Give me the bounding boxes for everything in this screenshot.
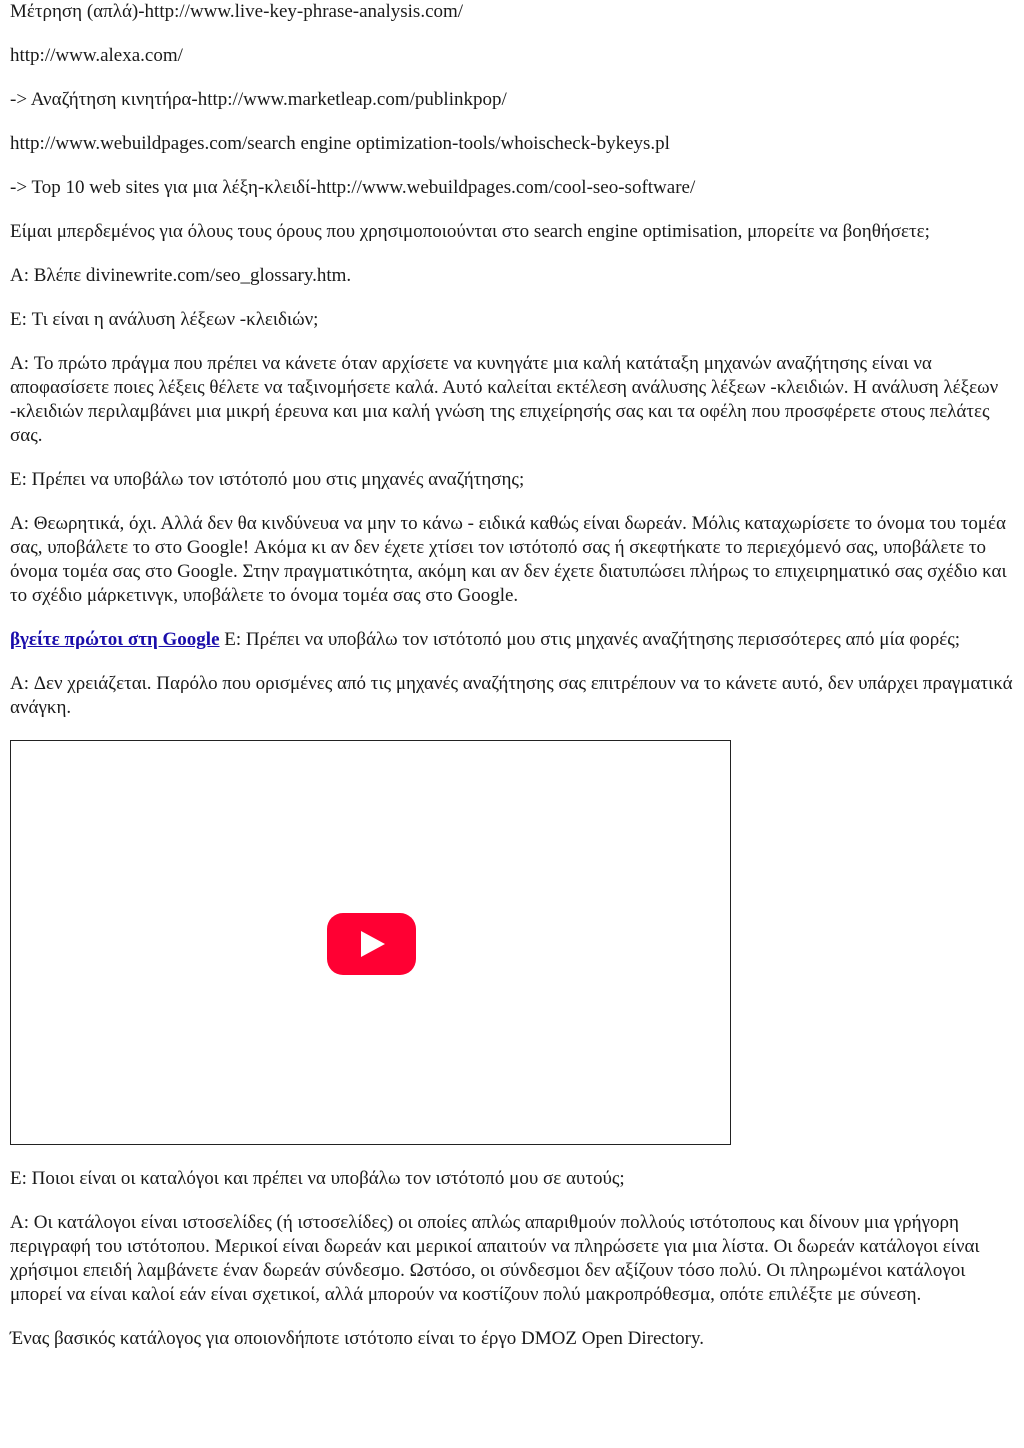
paragraph-question-directories: E: Ποιοι είναι οι καταλόγοι και πρέπει να υποβάλω τον ιστότοπό μου σε αυτούς;	[10, 1168, 625, 1189]
paragraph-question-keyword-analysis: E: Τι είναι η ανάλυση λέξεων -κλειδιών;	[10, 309, 319, 330]
paragraph-question-terms: Είμαι μπερδεμένος για όλους τους όρους που χρησιμοποιούνται στο search engine optimisation, μπορείτε να βοηθήσετε;	[10, 221, 930, 242]
paragraph-answer-submit-multiple: A: Δεν χρειάζεται. Παρόλο που ορισμένες από τις μηχανές αναζήτησης σας επιτρέπουν να το κάνετε αυτό, δεν υπάρχει πραγματικά ανάγκη.	[10, 673, 1013, 718]
paragraph-search-engine-link: -> Αναζήτηση κινητήρα-http://www.marketleap.com/publinkpop/	[10, 89, 507, 110]
paragraph-whoischeck-url: http://www.webuildpages.com/search engine optimization-tools/whoischeck-bykeys.pl	[10, 133, 670, 154]
paragraph-top10-link: -> Top 10 web sites για μια λέξη-κλειδί-http://www.webuildpages.com/cool-seo-software/	[10, 177, 696, 198]
paragraph-dmoz: Ένας βασικός κατάλογος για οποιονδήποτε ιστότοπο είναι το έργο DMOZ Open Directory.	[10, 1328, 704, 1349]
google-ranking-link[interactable]: βγείτε πρώτοι στη Google	[10, 629, 220, 650]
paragraph-measurement-link: Μέτρηση (απλά)-http://www.live-key-phrase-analysis.com/	[10, 1, 464, 22]
paragraph-answer-keyword-analysis: A: Το πρώτο πράγμα που πρέπει να κάνετε όταν αρχίσετε να κυνηγάτε μια καλή κατάταξη μηχανών αναζήτησης είναι να αποφασίσετε ποιες λέξεις θέλετε να ταξινομήσετε καλά. Αυτό καλείται εκτέλεση ανάλυσης λέξεων -κλειδιών. Η ανάλυση λέξεων -κλειδιών περιλαμβάνει μια μικρή έρευνα και μια καλή γνώση της επιχείρησής σας και τα οφέλη που προσφέρετε στους πελάτες σας.	[10, 353, 999, 446]
video-embed[interactable]	[10, 740, 731, 1145]
document-body	[10, 0, 1016, 1371]
paragraph-answer-glossary: A: Βλέπε divinewrite.com/seo_glossary.htm.	[10, 265, 352, 286]
paragraph-question-submit-multiple	[10, 628, 1016, 652]
youtube-play-icon[interactable]	[327, 913, 416, 975]
paragraph-question-submit: E: Πρέπει να υποβάλω τον ιστότοπό μου στις μηχανές αναζήτησης;	[10, 469, 525, 490]
paragraph-answer-directories: A: Οι κατάλογοι είναι ιστοσελίδες (ή ιστοσελίδες) οι οποίες απλώς απαριθμούν πολλούς ιστότοπους και δίνουν μια γρήγορη περιγραφή του ιστότοπου. Μερικοί είναι δωρεάν και μερικοί απαιτούν να πληρώσετε για μια λίστα. Οι δωρεάν κατάλογοι είναι χρήσιμοι επειδή λαμβάνετε έναν δωρεάν σύνδεσμο. Ωστόσο, οι σύνδεσμοι δεν αξίζουν τόσο πολύ. Οι πληρωμένοι κατάλογοι μπορεί να είναι καλοί εάν είναι σχετικοί, αλλά μπορούν να κοστίζουν πολύ μακροπρόθεσμα, οπότε επιλέξτε με σύνεση.	[10, 1212, 980, 1305]
paragraph-answer-submit: A: Θεωρητικά, όχι. Αλλά δεν θα κινδύνευα να μην το κάνω - ειδικά καθώς είναι δωρεάν. Μόλις καταχωρίσετε το όνομα του τομέα σας, υποβάλετε το στο Google! Ακόμα κι αν δεν έχετε χτίσει τον ιστότοπό σας ή σκεφτήκατε το περιεχόμενό σας, υποβάλετε το όνομα τομέα σας στο Google. Στην πραγματικότητα, ακόμη και αν δεν έχετε διατυπώσει πλήρως το επιχειρηματικό σας σχέδιο και το σχέδιο μάρκετινγκ, υποβάλετε το όνομα τομέα σας στο Google.	[10, 513, 1007, 606]
paragraph-alexa-url: http://www.alexa.com/	[10, 45, 183, 66]
question-submit-multiple-text: E: Πρέπει να υποβάλω τον ιστότοπό μου στις μηχανές αναζήτησης περισσότερες από μία φορές;	[219, 629, 961, 650]
